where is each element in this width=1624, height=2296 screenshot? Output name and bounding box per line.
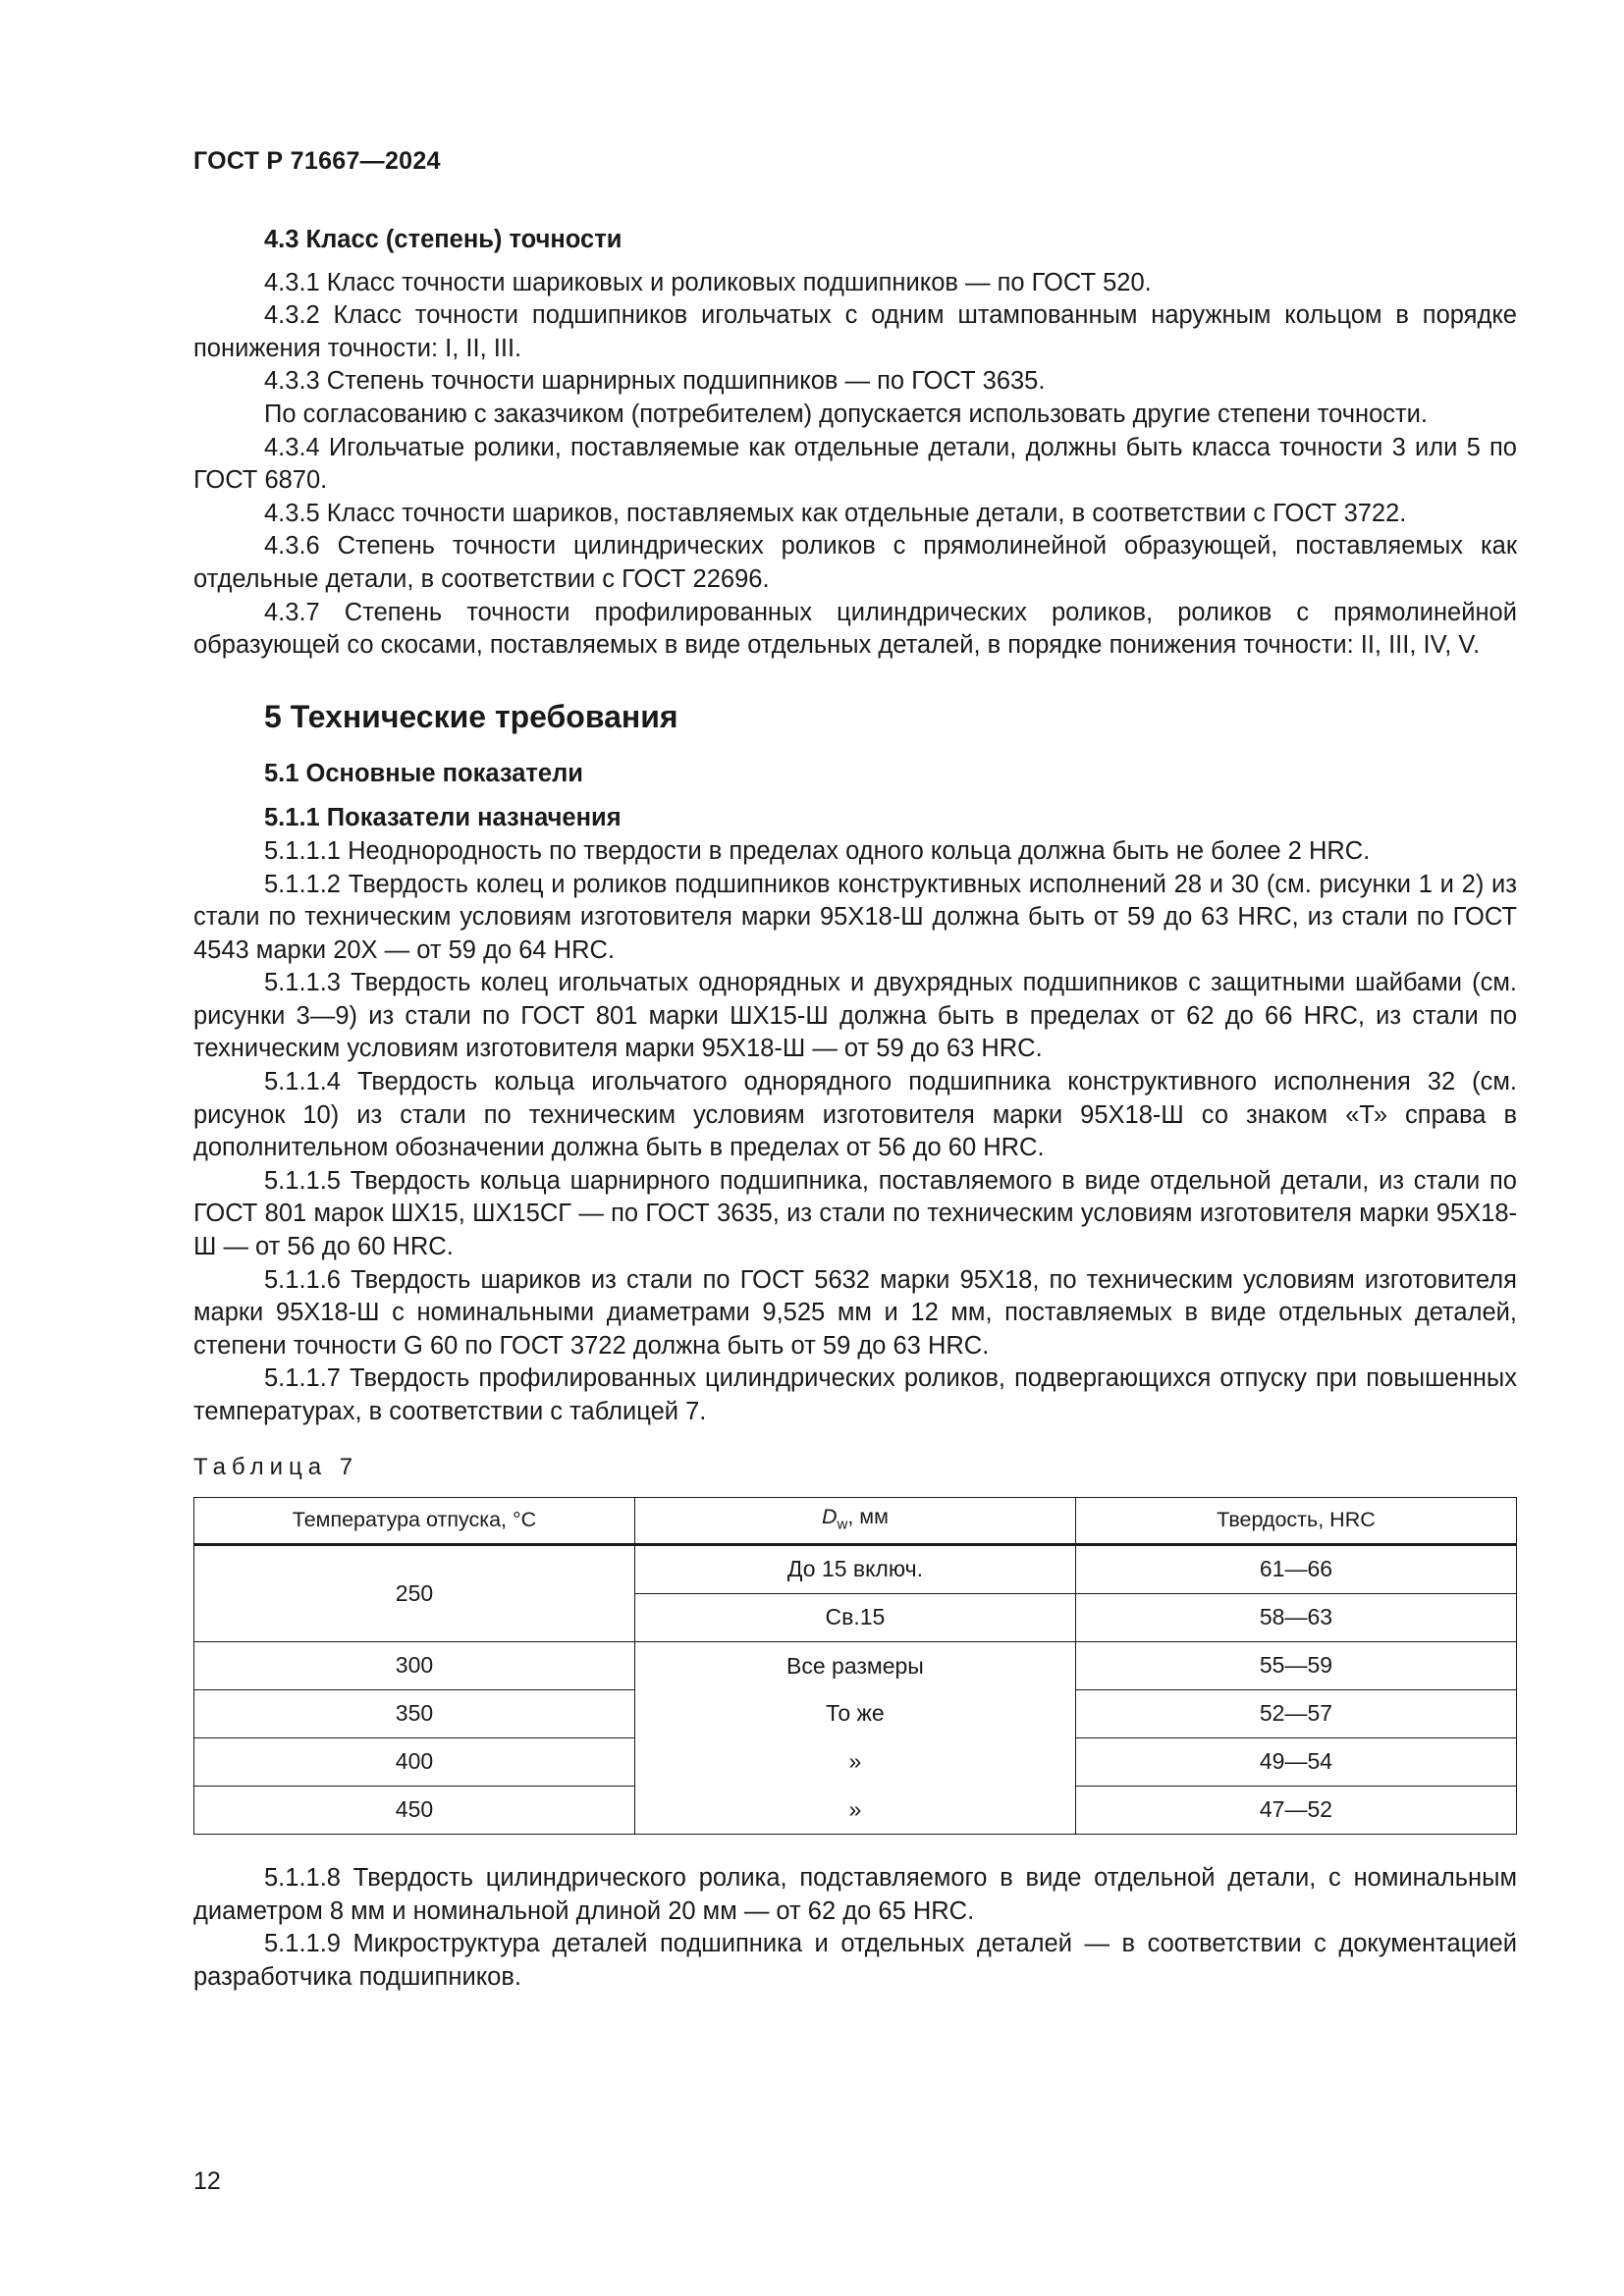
table-row — [194, 1690, 1517, 1738]
dw-symbol: D — [821, 1504, 838, 1528]
table-caption: Таблица 7 — [193, 1453, 359, 1480]
cell-hardness: 52—57 — [1075, 1690, 1516, 1738]
paragraph: 5.1.1.1 Неоднородность по твердости в пределах одного кольца должна быть не более 2 HRC. — [264, 836, 1371, 865]
cell-temperature: 250 — [194, 1545, 635, 1642]
paragraph: 5.1.1.5 Твердость кольца шарнирного подшипника, поставляемого в виде отдельной детали, из стали по ГОСТ 801 марок ШХ15, ШХ15СГ — по ГОСТ 3635, из стали по техническим условиям изготовителя марки 95Х18-Ш — от 56 до 60 HRC. — [193, 1166, 1517, 1261]
paragraph: 5.1.1.8 Твердость цилиндрического ролика, подставляемого в виде отдельной детали, с номинальным диаметром 8 мм и номинальной длиной 20 мм — от 62 до 65 HRC. — [193, 1864, 1517, 1925]
dw-subscript: w — [837, 1516, 848, 1533]
cell-temperature: 400 — [194, 1738, 635, 1787]
page-content — [193, 224, 1517, 1995]
paragraph: 5.1.1.4 Твердость кольца игольчатого однорядного подшипника конструктивного исполнения 32 (см. рисунок 10) из стали по техническим условиям изготовителя марки 95Х18-Ш со знаком «Т» справа в дополнительном обозначении должна быть в пределах от 56 до 60 HRC. — [193, 1068, 1517, 1162]
paragraph: 4.3.1 Класс точности шариковых и роликовых подшипников — по ГОСТ 520. — [264, 268, 1152, 296]
paragraph: 4.3.6 Степень точности цилиндрических роликов с прямолинейной образующей, поставляемых как отдельные детали, в соответствии с ГОСТ 22696. — [193, 532, 1517, 593]
paragraph: 5.1.1.7 Твердость профилированных цилиндрических роликов, подвергающихся отпуску при повышенных температурах, в соответствии с таблицей 7. — [193, 1364, 1517, 1425]
paragraph: 4.3.2 Класс точности подшипников игольчатых с одним штампованным наружным кольцом в порядке понижения точности: I, II, III. — [193, 301, 1517, 362]
header-dw — [634, 1498, 1075, 1545]
section-5-title: 5 Технические требования — [264, 698, 678, 734]
paragraph: 4.3.3 Степень точности шарнирных подшипников — по ГОСТ 3635. — [264, 367, 1046, 396]
paragraph: 4.3.4 Игольчатые ролики, поставляемые как отдельные детали, должны быть класса точности 3 или 5 по ГОСТ 6870. — [193, 433, 1517, 495]
header-hardness: Твердость, HRC — [1075, 1498, 1516, 1545]
cell-temperature: 300 — [194, 1642, 635, 1690]
table-header-row — [194, 1498, 1517, 1545]
section-4-3-title: 4.3 Класс (степень) точности — [264, 226, 623, 253]
dw-unit: , мм — [847, 1504, 889, 1528]
table-row — [194, 1787, 1517, 1835]
cell-dw: » — [634, 1738, 1075, 1787]
paragraph: 5.1.1.6 Твердость шариков из стали по ГОСТ 5632 марки 95Х18, по техническим условиям изготовителя марки 95Х18-Ш с номинальными диаметрами 9,525 мм и 12 мм, поставляемых в виде отдельных деталей, степени точности G 60 по ГОСТ 3722 должна быть от 59 до 63 HRC. — [193, 1265, 1517, 1360]
section-5-1-1-title: 5.1.1 Показатели назначения — [264, 804, 622, 832]
paragraph: 5.1.1.2 Твердость колец и роликов подшипников конструктивных исполнений 28 и 30 (см. рисунки 1 и 2) из стали по техническим условиям изготовителя марки 95Х18-Ш должна быть от 59 до 63 HRC, из стали по ГОСТ 4543 марки 20Х — от 59 до 64 HRC. — [193, 870, 1517, 964]
paragraph: 4.3.5 Класс точности шариков, поставляемых как отдельные детали, в соответствии с ГОСТ 3722. — [264, 499, 1407, 527]
section-5-1-title: 5.1 Основные показатели — [264, 759, 583, 787]
page-number: 12 — [193, 2167, 221, 2195]
cell-hardness: 61—66 — [1075, 1545, 1516, 1594]
cell-hardness: 58—63 — [1075, 1594, 1516, 1642]
table-7 — [193, 1497, 1517, 1835]
header-temperature: Температура отпуска, °С — [194, 1498, 635, 1545]
cell-hardness: 55—59 — [1075, 1642, 1516, 1690]
cell-hardness: 49—54 — [1075, 1738, 1516, 1787]
paragraph: 4.3.7 Степень точности профилированных цилиндрических роликов, роликов с прямолинейной образующей со скосами, поставляемых в виде отдельных деталей, в порядке понижения точности: II, III, IV, V. — [193, 598, 1517, 660]
cell-temperature: 450 — [194, 1787, 635, 1835]
table-row — [194, 1642, 1517, 1690]
paragraph: По согласованию с заказчиком (потребителем) допускается использовать другие степени точности. — [264, 400, 1429, 428]
paragraph: 5.1.1.3 Твердость колец игольчатых однорядных и двухрядных подшипников с защитными шайбами (см. рисунки 3—9) из стали по ГОСТ 801 марки ШХ15-Ш должна быть в пределах от 62 до 66 HRC, из стали по техническим условиям изготовителя марки 95Х18-Ш — от 59 до 63 HRC. — [193, 969, 1517, 1063]
cell-dw: До 15 включ. — [634, 1545, 1075, 1594]
cell-hardness: 47—52 — [1075, 1787, 1516, 1835]
document-header: ГОСТ Р 71667—2024 — [193, 147, 441, 175]
cell-temperature: 350 — [194, 1690, 635, 1738]
cell-dw: Св.15 — [634, 1594, 1075, 1642]
table-row — [194, 1738, 1517, 1787]
paragraph: 5.1.1.9 Микроструктура деталей подшипника и отдельных деталей — в соответствии с документацией разработчика подшипников. — [193, 1930, 1517, 1991]
cell-dw: » — [634, 1787, 1075, 1835]
cell-dw: Все размеры — [634, 1642, 1075, 1690]
cell-dw: То же — [634, 1690, 1075, 1738]
table-row — [194, 1545, 1517, 1594]
